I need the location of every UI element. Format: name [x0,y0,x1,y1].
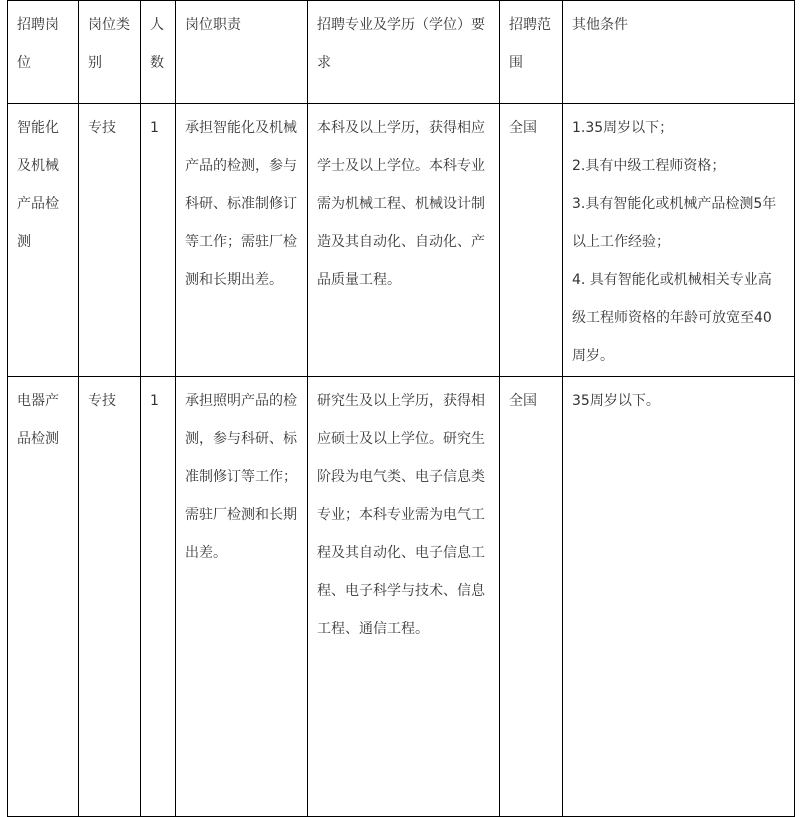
category-cell: 专技 [79,377,141,817]
count-cell: 1 [141,377,176,817]
count-cell: 1 [141,104,176,377]
condition-item: 2.具有中级工程师资格； [572,158,726,174]
recruitment-table [7,0,795,817]
condition-item: 1.35周岁以下； [572,120,674,136]
duties-cell: 承担智能化及机械产品的检测，参与科研、标准制修订等工作；需驻厂检测和长期出差。 [176,104,308,377]
position-cell: 电器产品检测 [8,377,79,817]
requirements-cell: 研究生及以上学历，获得相应硕士及以上学位。研究生阶段为电气类、电子信息类专业；本科专业需为电气工程及其自动化、电子信息工程、电子科学与技术、信息工程、通信工程。 [308,377,500,817]
header-cell-position: 招聘岗位 [8,1,79,104]
header-cell-scope: 招聘范围 [500,1,563,104]
other-conditions-cell [563,377,795,817]
category-cell: 专技 [79,104,141,377]
duties-cell: 承担照明产品的检测，参与科研、标准制修订等工作；需驻厂检测和长期出差。 [176,377,308,817]
scope-cell: 全国 [500,377,563,817]
requirements-cell: 本科及以上学历，获得相应学士及以上学位。本科专业需为机械工程、机械设计制造及其自动化、自动化、产品质量工程。 [308,104,500,377]
table-header-row [8,1,795,104]
table-row [8,377,795,817]
table-row [8,104,795,377]
position-cell: 智能化及机械产品检测 [8,104,79,377]
header-cell-count: 人数 [141,1,176,104]
scope-cell: 全国 [500,104,563,377]
header-cell-requirements: 招聘专业及学历（学位）要求 [308,1,500,104]
header-cell-duties: 岗位职责 [176,1,308,104]
other-conditions-cell [563,104,795,377]
header-cell-other-conditions: 其他条件 [563,1,795,104]
header-cell-category: 岗位类别 [79,1,141,104]
condition-item: 3.具有智能化或机械产品检测5年以上工作经验； [572,196,777,250]
condition-item: 35周岁以下。 [572,393,660,409]
condition-item: 4. 具有智能化或机械相关专业高级工程师资格的年龄可放宽至40周岁。 [572,272,772,364]
